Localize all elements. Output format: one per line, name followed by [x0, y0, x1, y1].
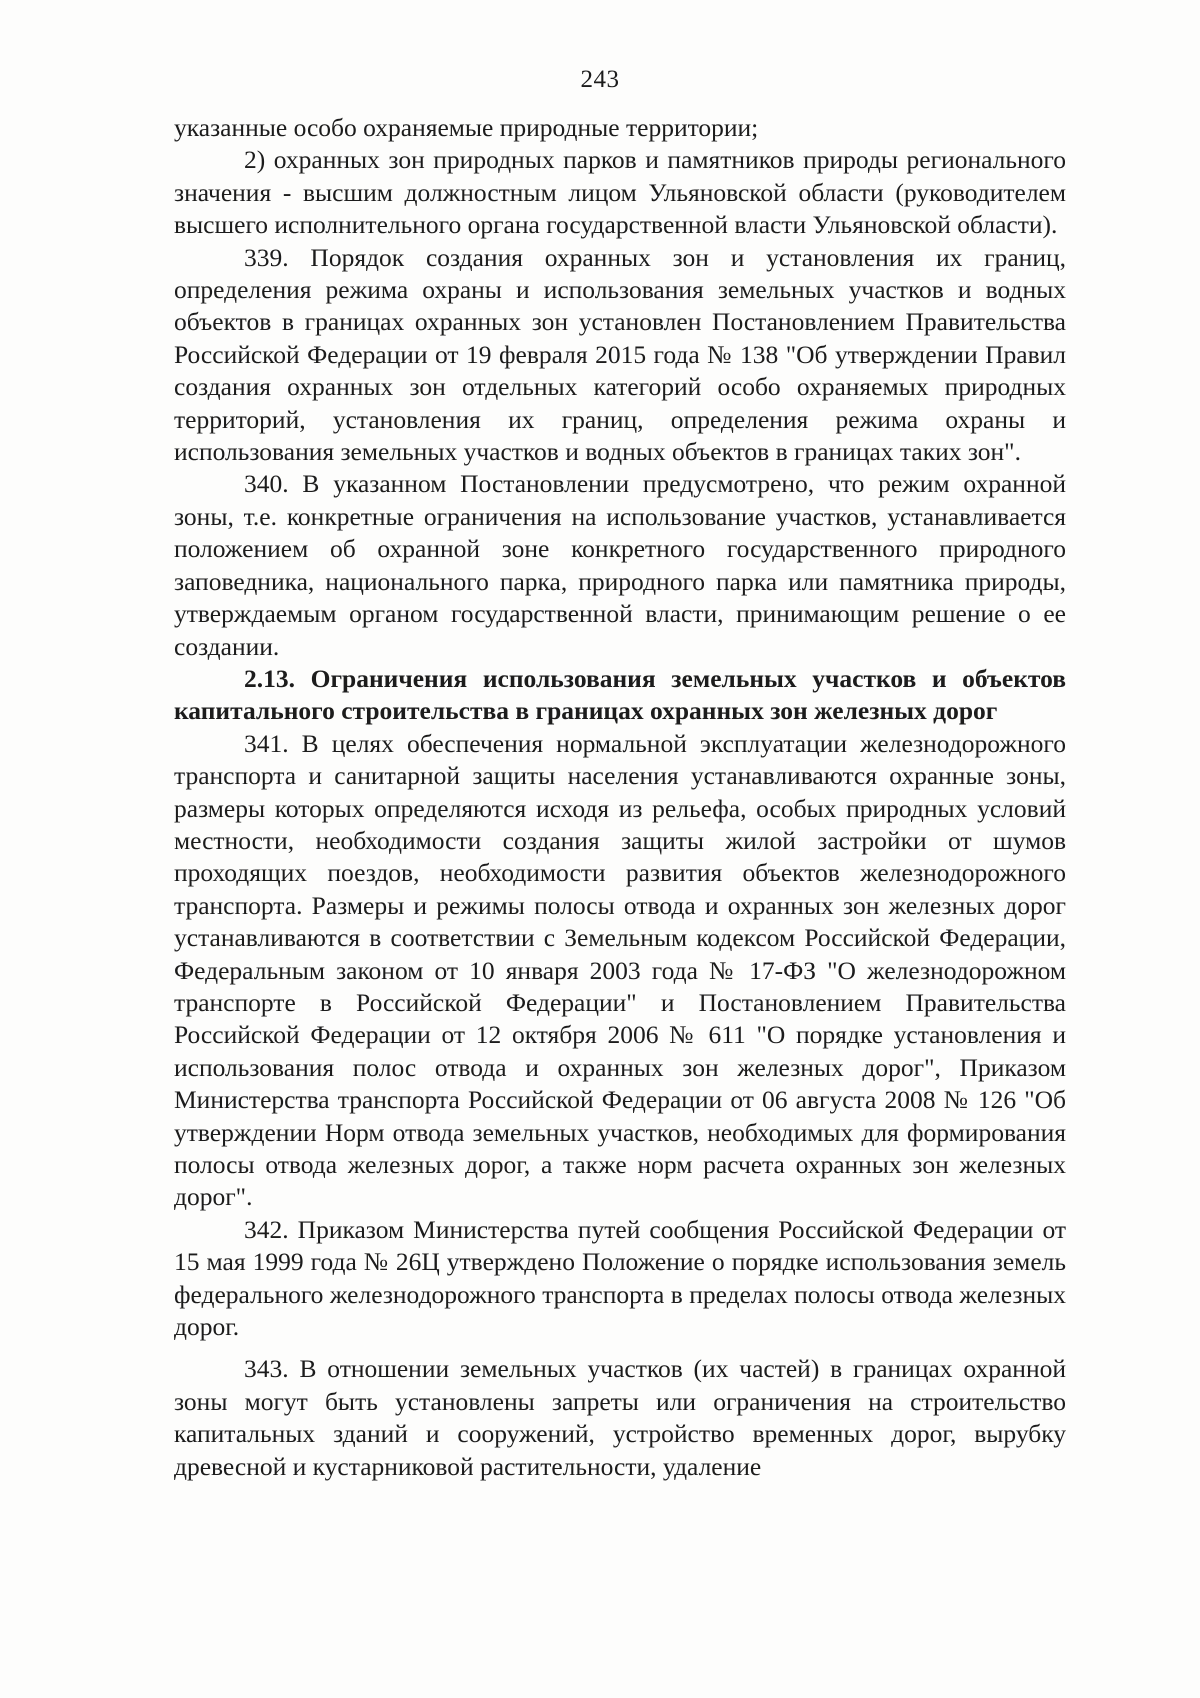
- paragraph-341: 341. В целях обеспечения нормальной эксплуатации железнодорожного транспорта и санитарной защиты населения устанавливаются охранные зоны, размеры которых определяются исходя из рельефа, особых природных условий местности, необходимости создания защиты жилой застройки от шумов проходящих поездов, необходимости развития объектов железнодорожного транспорта. Размеры и режимы полосы отвода и охранных зон железных дорог устанавливаются в соответствии с Земельным кодексом Российской Федерации, Федеральным законом от 10 января 2003 года № 17-ФЗ "О железнодорожном транспорте в Российской Федерации" и Постановлением Правительства Российской Федерации от 12 октября 2006 № 611 "О порядке установления и использования полос отвода и охранных зон железных дорог", Приказом Министерства транспорта Российской Федерации от 06 августа 2008 № 126 "Об утверждении Норм отвода земельных участков, необходимых для формирования полосы отвода железных дорог, а также норм расчета охранных зон железных дорог".: [174, 728, 1066, 1212]
- paragraph-343: 343. В отношении земельных участков (их частей) в границах охранной зоны могут быть установлены запреты или ограничения на строительство капитальных зданий и сооружений, устройство временных дорог, вырубку древесной и кустарниковой растительности, удаление: [174, 1354, 1066, 1481]
- paragraph-339: 339. Порядок создания охранных зон и установления их границ, определения режима охраны и использования земельных участков и водных объектов в границах охранных зон установлен Постановлением Правительства Российской Федерации от 19 февраля 2015 года № 138 "Об утверждении Правил создания охранных зон отдельных категорий особо охраняемых природных территорий, установления их границ, определения режима охраны и использования земельных участков и водных объектов в границах таких зон".: [174, 242, 1066, 467]
- paragraph-continuation: указанные особо охраняемые природные территории;: [174, 113, 759, 142]
- section-heading-2-13: 2.13. Ограничения использования земельных участков и объектов капитального строительства в границах охранных зон железных дорог: [174, 663, 1066, 726]
- paragraph-342: 342. Приказом Министерства путей сообщения Российской Федерации от 15 мая 1999 года № 26Ц утверждено Положение о порядке использования земель федерального железнодорожного транспорта в пределах полосы отвода железных дорог.: [174, 1214, 1066, 1342]
- list-item-2: 2) охранных зон природных парков и памятников природы регионального значения - высшим должностным лицом Ульяновской области (руководителем высшего исполнительного органа государственной власти Ульяновской области).: [174, 145, 1066, 240]
- page-number: 243: [580, 66, 620, 93]
- document-body: [174, 112, 1066, 1483]
- paragraph-340: 340. В указанном Постановлении предусмотрено, что режим охранной зоны, т.е. конкретные ограничения на использование участков, устанавливается положением об охранной зоне конкретного государственного природного заповедника, национального парка, природного парка или памятника природы, утверждаемым органом государственной власти, принимающим решение о ее создании.: [174, 469, 1066, 661]
